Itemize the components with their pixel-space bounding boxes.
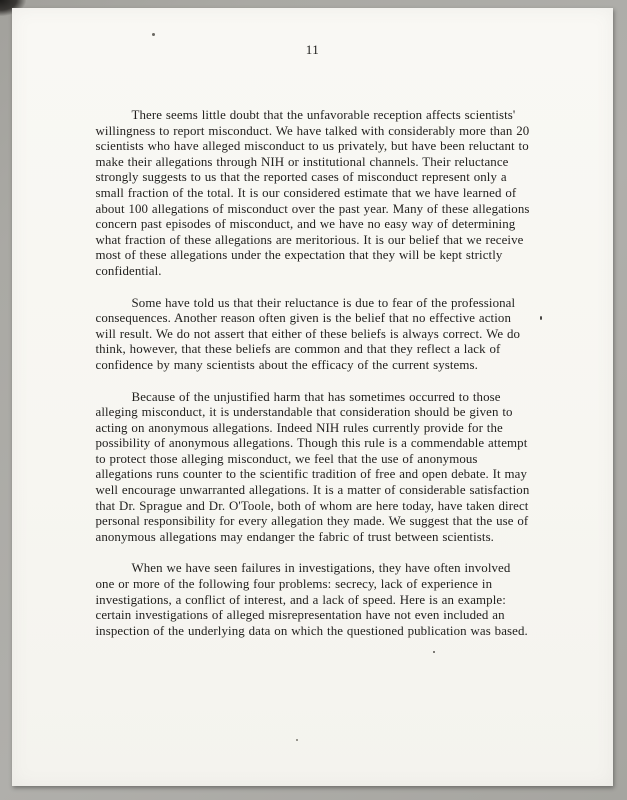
page-number: 11 (305, 42, 320, 57)
scan-speck (296, 739, 298, 741)
scan-speck (152, 33, 155, 36)
paragraph-anonymous-allegations: Because of the unjustified harm that has sometimes occurred to those alleging misconduct, it is understandable that consideration should be given to acting on anonymous allegations. Indeed NIH rules currently provide for the possibility of anonymous allegations. Though this rule is a commendable attempt to protect those alleging misconduct, we feel that the use of anonymous allegations runs counter to the scientific tradition of free and open debate. It may well encourage unwarranted allegations. It is a matter of considerable satisfaction that Dr. Sprague and Dr. O'Toole, both of whom are here today, have taken direct personal responsibility for every allegation they made. We suggest that the use of anonymous allegations may endanger the fabric of trust between scientists. (95, 389, 530, 544)
paragraph-investigation-failures: When we have seen failures in investigations, they have often involved one or more of the following four problems: secrecy, lack of experience in investigations, a conflict of interest, and a lack of speed. Here is an example: certain investigations of alleged misrepresentation have not even included an inspection of the underlying data on which the questioned publication was based. (95, 561, 528, 638)
scan-speck (433, 651, 435, 653)
paragraph-reluctance-to-report: There seems little doubt that the unfavorable reception affects scientists' willingness to report misconduct. We have talked with considerably more than 20 scientists who have alleged misconduct to us privately, but have been reluctant to make their allegations through NIH or institutional channels. Their reluctance strongly suggests to us that the reported cases of misconduct represent only a small fraction of the total. It is our considered estimate that we have learned of about 100 allegations of misconduct over the past year. Many of these allegations concern past episodes of misconduct, and we have no easy way of determining what fraction of these allegations are meritorious. It is our belief that we receive most of these allegations under the expectation that they will be kept strictly confidential. (95, 108, 530, 278)
paragraph-reasons-for-reluctance: Some have told us that their reluctance is due to fear of the professional consequences. Another reason often given is the belief that no effective action will result. We do not assert that either of these beliefs is always correct. We do think, however, that these beliefs are common and that they reflect a lack of confidence by many scientists about the efficacy of the current systems. (95, 295, 521, 372)
document-page (12, 8, 613, 786)
document-body (96, 108, 530, 639)
scan-speck (540, 316, 542, 320)
